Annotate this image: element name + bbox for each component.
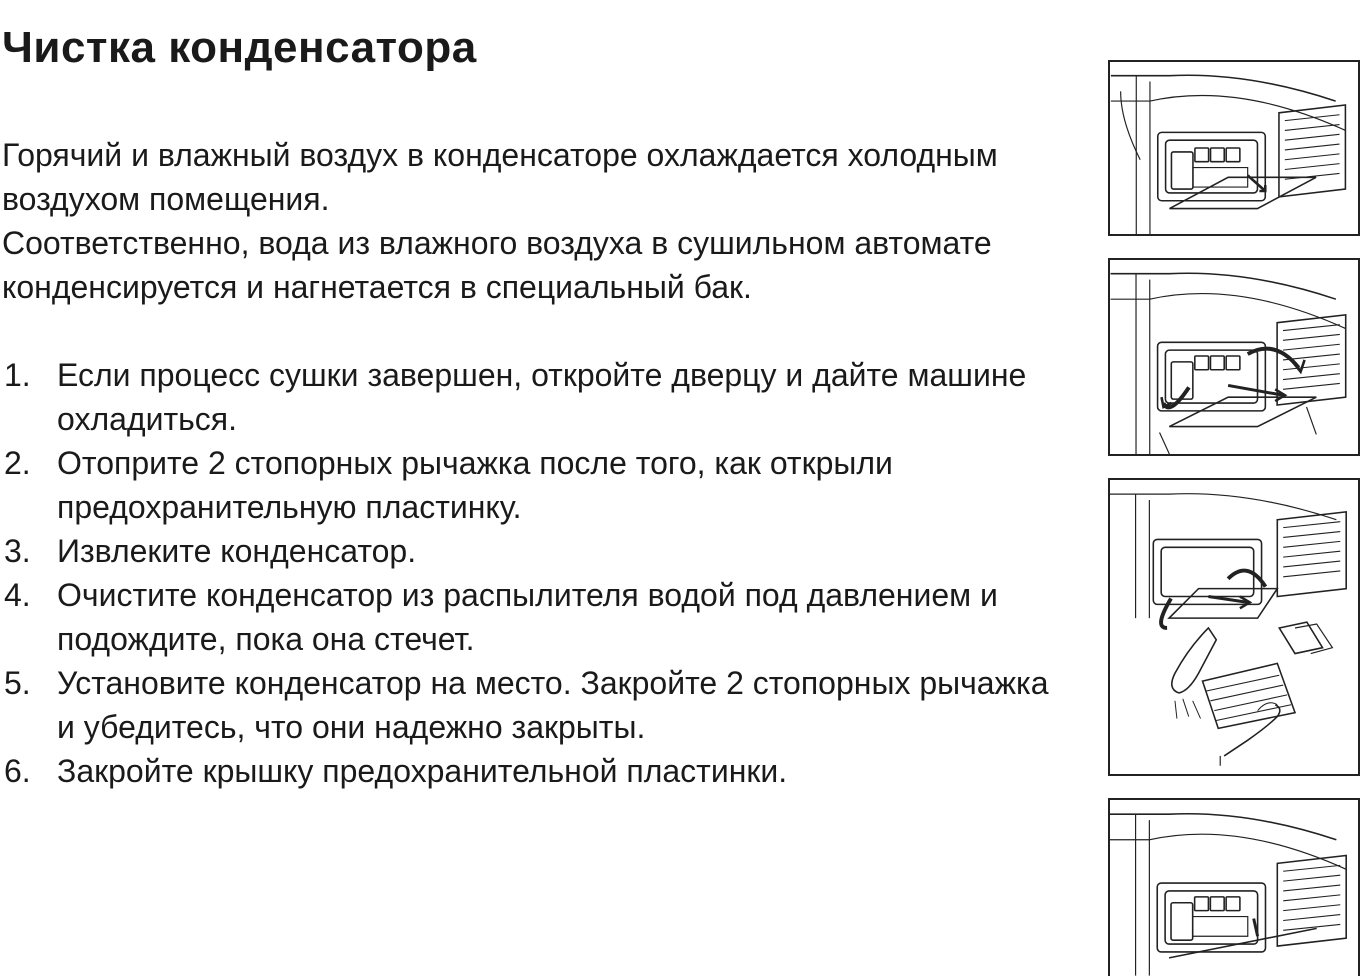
intro-text: [2, 133, 1062, 309]
condenser-removal-and-spray-illustration: [1108, 478, 1360, 776]
step-number: 4.: [4, 577, 31, 613]
dryer-flap-open-illustration: [1108, 60, 1360, 236]
intro-paragraph-2: Соответственно, вода из влажного воздуха в сушильном автомате конденсируется и нагнетается в специальный бак.: [2, 225, 992, 305]
step-number: 2.: [4, 445, 31, 481]
page-title: Чистка конденсатора: [2, 23, 477, 72]
step-text: Закройте крышку предохранительной пластинки.: [57, 753, 788, 789]
step-text: Установите конденсатор на место. Закройте 2 стопорных рычажка и убедитесь, что они надежно закрыты.: [57, 665, 1049, 745]
step-number: 6.: [4, 753, 31, 789]
step-text: Извлеките конденсатор.: [57, 533, 417, 569]
step-4: [0, 573, 1060, 661]
step-number: 5.: [4, 665, 31, 701]
step-5: [0, 661, 1060, 749]
step-text: Если процесс сушки завершен, откройте дверцу и дайте машине охладиться.: [57, 357, 1027, 437]
step-text: Отоприте 2 стопорных рычажка после того, как открыли предохранительную пластинку.: [57, 445, 893, 525]
step-text: Очистите конденсатор из распылителя водой под давлением и подождите, пока она стечет.: [57, 577, 998, 657]
intro-paragraph-1: Горячий и влажный воздух в конденсаторе охлаждается холодным воздухом помещения.: [2, 137, 998, 217]
step-6: [0, 749, 1060, 793]
step-number: 1.: [4, 357, 31, 393]
dryer-unlock-levers-illustration: [1108, 258, 1360, 456]
step-number: 3.: [4, 533, 31, 569]
step-3: [0, 529, 1060, 573]
step-1: [0, 353, 1060, 441]
steps-list: [0, 353, 1060, 793]
dryer-flap-closed-illustration: [1108, 798, 1360, 976]
step-2: [0, 441, 1060, 529]
